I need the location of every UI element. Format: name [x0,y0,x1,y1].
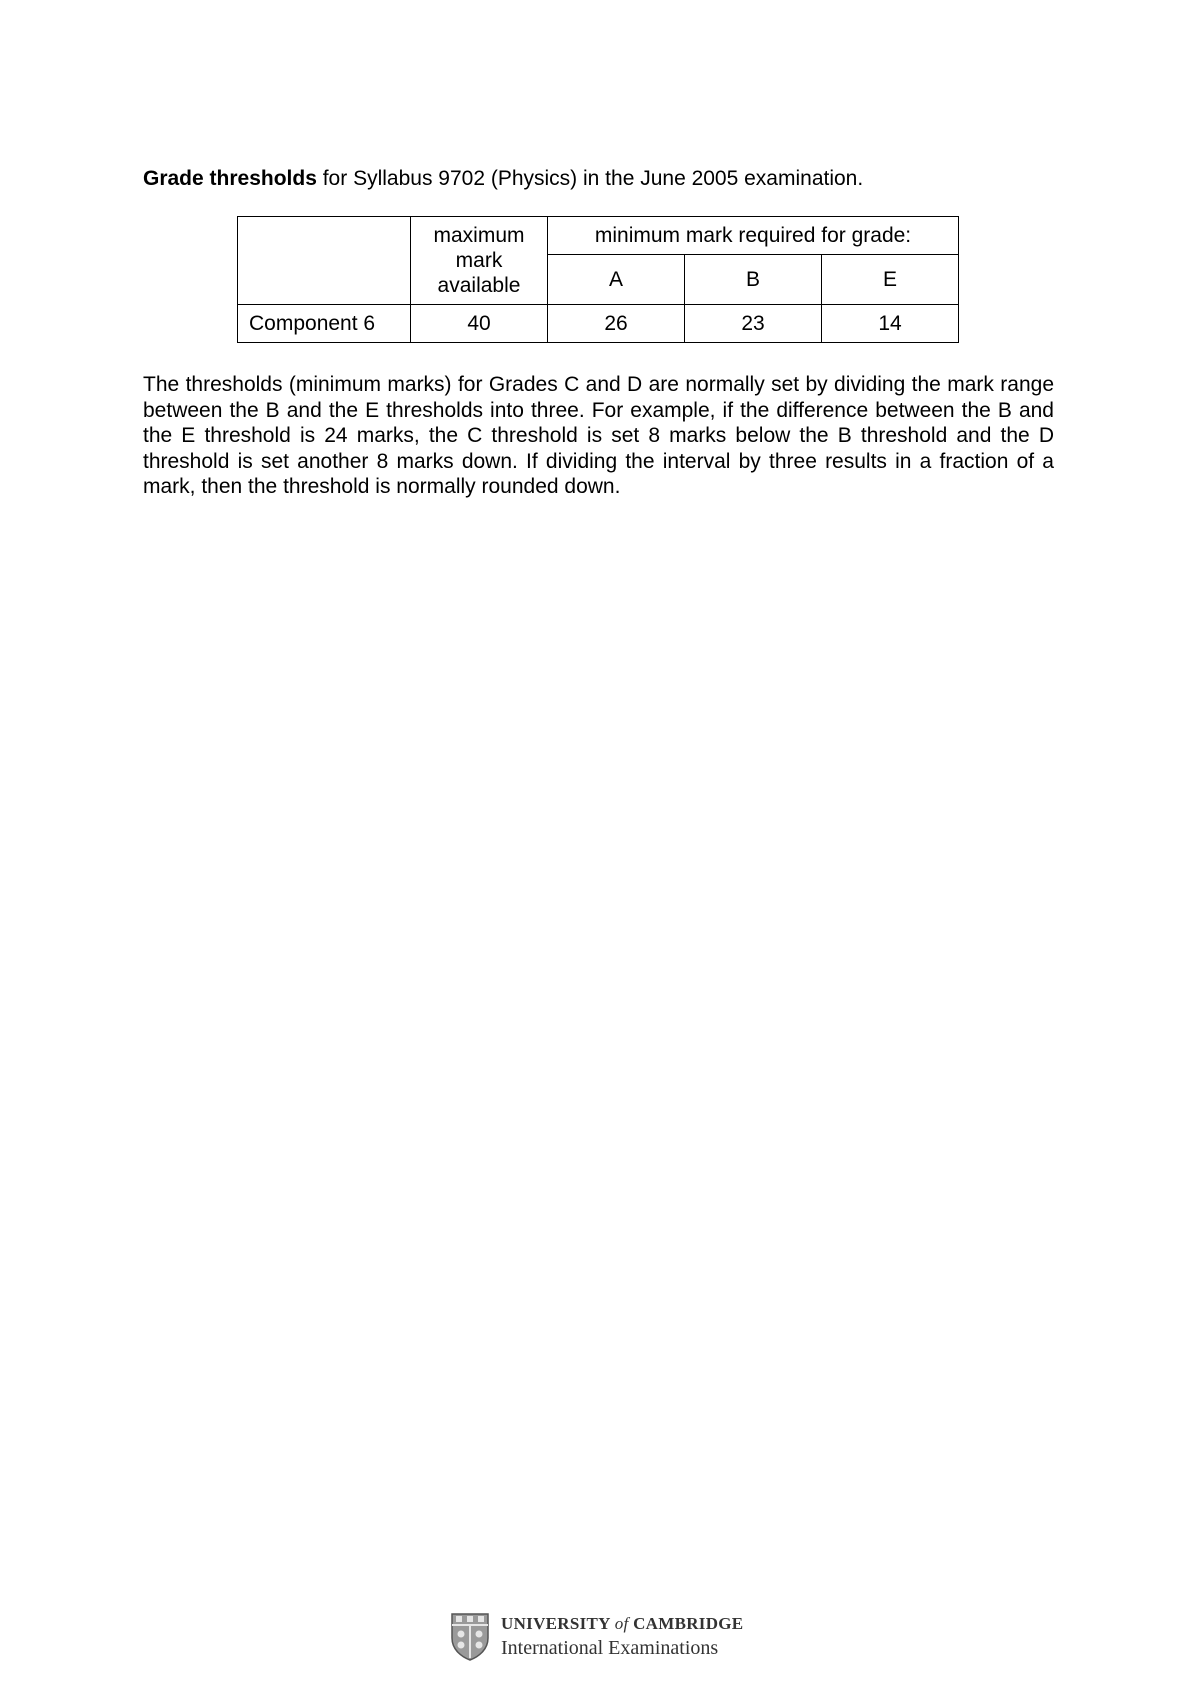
grade-a-header: A [548,255,685,305]
grade-b-cell: 23 [685,305,822,343]
page-heading [143,166,863,192]
logo-university-text: UNIVERSITY of CAMBRIDGE [501,1614,744,1633]
thresholds-explanation: The thresholds (minimum marks) for Grades C and D are normally set by dividing the mark range between the B and the E thresholds into three. For example, if the difference between the B and the E threshold is 24 marks, the C threshold is set 8 marks below the B threshold and the D threshold is set another 8 marks down. If dividing the interval by three results in a fraction of a mark, then the threshold is normally rounded down. [143,373,1054,498]
heading-bold: Grade thresholds [143,167,317,190]
grade-a-cell: 26 [548,305,685,343]
cambridge-shield-icon [450,1612,490,1662]
max-mark-header [411,217,548,305]
max-mark-header-line1: maximum [433,224,525,247]
min-mark-header: minimum mark required for grade: [548,217,959,255]
max-mark-cell: 40 [411,305,548,343]
max-mark-header-line3: available [437,274,521,297]
grade-e-cell: 14 [822,305,959,343]
grade-thresholds-table [237,216,959,343]
cambridge-logo [450,1612,750,1664]
grade-e-header: E [822,255,959,305]
table-header-row [238,217,959,255]
empty-header-cell [238,217,411,305]
table-row [238,305,959,343]
heading-rest: for Syllabus 9702 (Physics) in the June 2005 examination. [316,167,864,190]
logo-subtitle-text: International Examinations [501,1637,719,1659]
max-mark-header-line2: mark [455,249,503,272]
grade-b-header: B [685,255,822,305]
component-name-cell: Component 6 [238,305,411,343]
